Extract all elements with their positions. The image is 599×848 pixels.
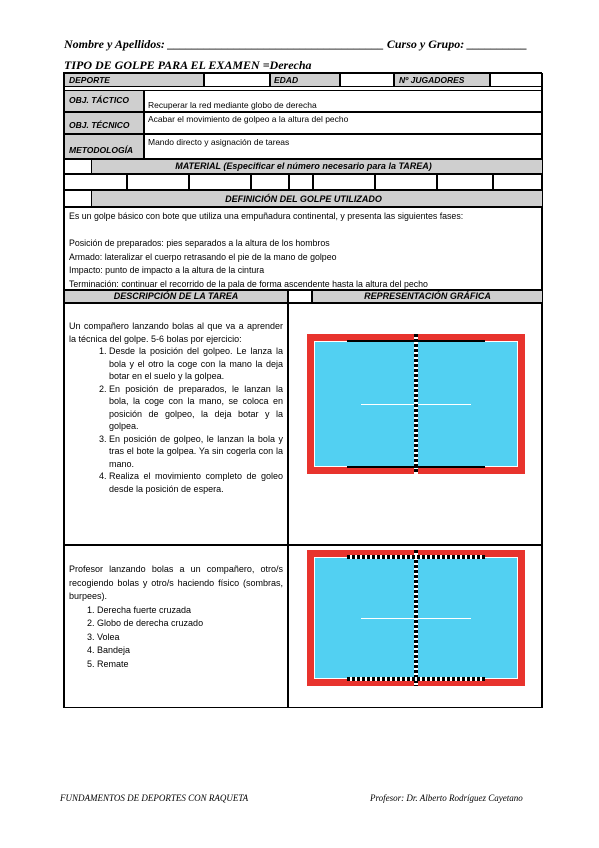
padel-court-diagram <box>307 334 525 474</box>
edad-value-cell[interactable] <box>340 73 394 87</box>
task2-list <box>69 604 283 672</box>
task2-intro: Profesor lanzando bolas a un compañero, otro/s recogiendo bolas y otro/s haciendo físico (sombras, burpees). <box>69 564 283 601</box>
task1-list <box>69 345 283 495</box>
obj-tecnico-value: Acabar el movimiento de golpeo a la altura del pecho <box>148 114 349 124</box>
deporte-value-cell[interactable] <box>204 73 270 87</box>
jugadores-header-cell <box>394 73 490 87</box>
list-item: 2. Globo de derecha cruzado <box>97 617 283 631</box>
definicion-header: DEFINICIÓN DEL GOLPE UTILIZADO <box>225 194 382 204</box>
material-header-cell <box>64 159 543 174</box>
list-item: 4. Bandeja <box>97 644 283 658</box>
jugadores-value-cell[interactable] <box>490 73 543 87</box>
footer-professor: Profesor: Dr. Alberto Rodríguez Cayetano <box>370 793 523 803</box>
net <box>414 550 418 686</box>
padel-court-diagram <box>307 550 525 686</box>
obj-tactico-label: OBJ. TÁCTICO <box>69 95 129 105</box>
curso-line[interactable]: __________ <box>467 37 528 51</box>
task1-graphic-cell <box>288 303 543 545</box>
obj-tecnico-label: OBJ. TÉCNICO <box>69 120 130 130</box>
descripcion-header: DESCRIPCIÓN DE LA TAREA <box>113 291 239 301</box>
edad-label: EDAD <box>274 75 299 85</box>
list-item: 2. En posición de preparados, le lanzan la bola, la coge con la mano, se coloca en posición de golpeo, la deja botar y la golpea. <box>109 383 283 433</box>
list-item: 1. Desde la posición del golpeo. Le lanza la bola y el otro la coge con la mano la deja botar en el suelo y la golpea. <box>109 345 283 383</box>
metodologia-label-cell <box>64 134 144 159</box>
representacion-header: REPRESENTACIÓN GRÁFICA <box>364 291 491 301</box>
deporte-header-cell <box>64 73 204 87</box>
metodologia-value-cell <box>144 134 543 159</box>
net <box>414 334 418 474</box>
task2-description <box>69 563 283 671</box>
task1-description <box>69 320 283 495</box>
task1-description-cell <box>64 303 288 545</box>
task2-description-cell <box>64 545 288 708</box>
task1-intro: Un compañero lanzando bolas al que va a aprender la técnica del golpe. 5-6 bolas por ejercicio: <box>69 321 283 344</box>
list-item: 3. Volea <box>97 631 283 645</box>
obj-tactico-value: Recuperar la red mediante globo de derecha <box>148 100 317 110</box>
obj-tecnico-label-cell <box>64 112 144 134</box>
student-header <box>64 37 527 52</box>
representacion-header-cell <box>312 290 543 303</box>
deporte-label: DEPORTE <box>69 75 110 85</box>
document-subtitle: TIPO DE GOLPE PARA EL EXAMEN =Derecha <box>64 58 312 72</box>
list-item: 1. Derecha fuerte cruzada <box>97 604 283 618</box>
curso-label: Curso y Grupo: <box>386 37 465 51</box>
jugadores-label: Nº JUGADORES <box>399 75 465 85</box>
obj-tecnico-value-cell <box>144 112 543 134</box>
descripcion-header-cell <box>64 290 288 303</box>
material-row <box>64 174 543 190</box>
material-header: MATERIAL (Especificar el número necesario para la TAREA) <box>175 161 432 171</box>
task2-graphic-cell <box>288 545 543 708</box>
nombre-label: Nombre y Apellidos: <box>64 37 165 51</box>
metodologia-value: Mando directo y asignación de tareas <box>148 137 290 147</box>
definicion-header-cell <box>64 190 543 207</box>
list-item: 3. En posición de golpeo, le lanzan la bola y tras el bote la golpea. Ya sin cogerla con la mano. <box>109 433 283 471</box>
nombre-line[interactable]: ____________________________________ <box>167 37 384 51</box>
obj-tactico-value-cell <box>144 90 543 112</box>
definicion-cell <box>64 207 543 290</box>
footer-course: FUNDAMENTOS DE DEPORTES CON RAQUETA <box>60 793 249 803</box>
metodologia-label: METODOLOGÍA <box>69 145 134 155</box>
obj-tactico-label-cell <box>64 90 144 112</box>
definicion-text: Es un golpe básico con bote que utiliza una empuñadura continental, y presenta las siguientes fases: Posición de preparados: pies separados a la altura de los hombros Armado: lateralizar el cuerpo retrasando el pie de la mano de golpeo Impacto: punto de impacto a la altura de la cintura Terminación: continuar el recorrido de la pala de forma ascendente hasta la altura del pecho <box>69 211 464 289</box>
task-sheet-table <box>63 72 542 708</box>
list-item: 5. Remate <box>97 658 283 672</box>
edad-header-cell <box>270 73 340 87</box>
list-item: 4. Realiza el movimiento completo de goleo desde la posición de espera. <box>109 470 283 495</box>
